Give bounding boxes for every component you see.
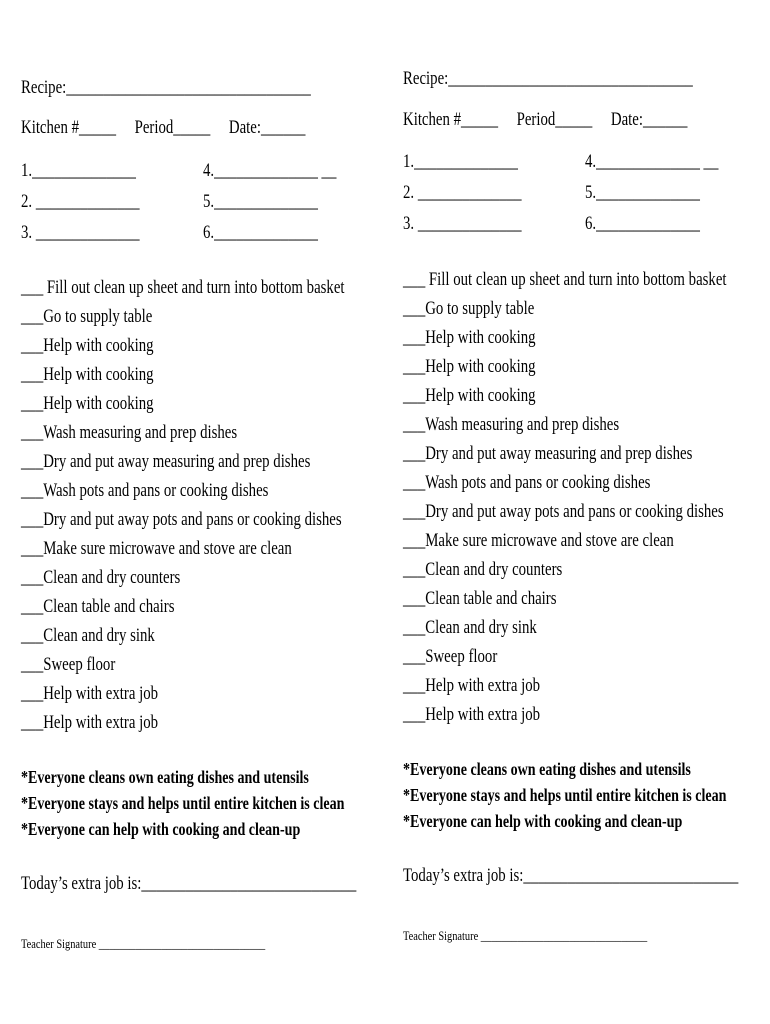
task-item: ___Clean table and chairs [403, 588, 557, 609]
rule-line: *Everyone stays and helps until entire kitchen is clean [21, 793, 345, 813]
numbered-item-5: 5.______________ [203, 191, 318, 212]
numbered-item-3: 3. ______________ [403, 213, 522, 234]
task-item: ___Help with extra job [403, 704, 541, 725]
rule-line: *Everyone stays and helps until entire kitchen is clean [403, 785, 727, 805]
task-item: ___Dry and put away measuring and prep dishes [21, 451, 311, 472]
numbered-item-1: 1.______________ [21, 160, 136, 181]
task-item: ___Help with extra job [21, 712, 159, 733]
task-item: ___Go to supply table [21, 306, 153, 327]
kitchen-period-date-row: Kitchen #_____ Period_____ Date:______ [21, 117, 306, 138]
task-item: ___Dry and put away measuring and prep dishes [403, 443, 693, 464]
task-item: ___Clean and dry counters [21, 567, 181, 588]
numbered-item-4: 4.______________ __ [203, 160, 337, 181]
numbered-item-5: 5.______________ [585, 182, 700, 203]
task-item: ___Make sure microwave and stove are clean [21, 538, 292, 559]
task-item: ___Wash pots and pans or cooking dishes [403, 472, 651, 493]
task-item: ___Dry and put away pots and pans or cooking dishes [403, 501, 724, 522]
task-item: ___Help with cooking [403, 327, 536, 348]
rule-line: *Everyone can help with cooking and clean-up [21, 819, 301, 839]
task-item: ___Clean and dry counters [403, 559, 563, 580]
task-item: ___Help with extra job [403, 675, 541, 696]
task-item: ___Clean table and chairs [21, 596, 175, 617]
task-item: ___Clean and dry sink [403, 617, 537, 638]
task-item: ___Make sure microwave and stove are clean [403, 530, 674, 551]
task-item: ___Sweep floor [403, 646, 498, 667]
numbered-item-2: 2. ______________ [403, 182, 522, 203]
task-item: ___Help with cooking [403, 385, 536, 406]
task-item: ___Sweep floor [21, 654, 116, 675]
task-item: ___Dry and put away pots and pans or cooking dishes [21, 509, 342, 530]
recipe-field: Recipe:_________________________________ [21, 77, 311, 98]
extra-job-field: Today’s extra job is:_____________________________ [403, 865, 739, 886]
recipe-field: Recipe:_________________________________ [403, 68, 693, 89]
numbered-item-3: 3. ______________ [21, 222, 140, 243]
task-item: ___Wash measuring and prep dishes [21, 422, 238, 443]
task-item: ___Help with cooking [21, 335, 154, 356]
task-item: ___Clean and dry sink [21, 625, 155, 646]
numbered-item-1: 1.______________ [403, 151, 518, 172]
task-item: ___Wash pots and pans or cooking dishes [21, 480, 269, 501]
task-item: ___Help with cooking [403, 356, 536, 377]
task-item: ___Go to supply table [403, 298, 535, 319]
kitchen-period-date-row: Kitchen #_____ Period_____ Date:______ [403, 109, 688, 130]
rule-line: *Everyone cleans own eating dishes and utensils [403, 759, 691, 779]
task-item: ___Help with cooking [21, 364, 154, 385]
rule-line: *Everyone can help with cooking and clean-up [403, 811, 683, 831]
task-item: ___ Fill out clean up sheet and turn into bottom basket [403, 269, 727, 290]
numbered-item-6: 6.______________ [203, 222, 318, 243]
task-item: ___Wash measuring and prep dishes [403, 414, 620, 435]
teacher-signature-field: Teacher Signature ________________________________ [21, 936, 266, 951]
numbered-item-6: 6.______________ [585, 213, 700, 234]
extra-job-field: Today’s extra job is:_____________________________ [21, 873, 357, 894]
numbered-item-4: 4.______________ __ [585, 151, 719, 172]
numbered-item-2: 2. ______________ [21, 191, 140, 212]
task-item: ___Help with extra job [21, 683, 159, 704]
task-item: ___Help with cooking [21, 393, 154, 414]
teacher-signature-field: Teacher Signature ________________________________ [403, 928, 648, 943]
task-item: ___ Fill out clean up sheet and turn into bottom basket [21, 277, 345, 298]
rule-line: *Everyone cleans own eating dishes and utensils [21, 767, 309, 787]
